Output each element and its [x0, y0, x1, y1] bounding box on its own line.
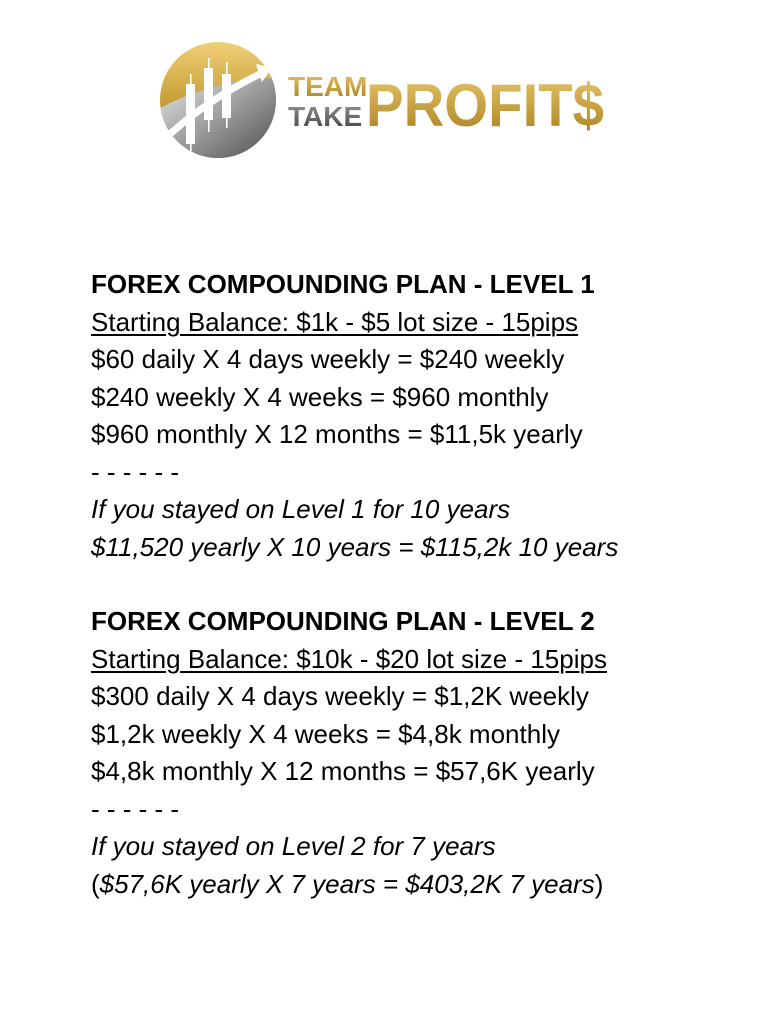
level-2-separator: - - - - - - — [91, 793, 180, 824]
level-2-result: $57,6K yearly X 7 years = $403,2K 7 years — [99, 868, 595, 899]
level-2-if-stayed: If you stayed on Level 2 for 7 years — [91, 831, 496, 861]
level-1-monthly-line: $960 monthly X 12 months = $11,5k yearly — [91, 419, 583, 449]
level-1-starting-balance: Starting Balance: $1k - $5 lot size - 15pips — [91, 306, 579, 337]
team-take-profits-logo — [160, 38, 610, 162]
compounding-plan-document — [91, 266, 751, 903]
level-2-starting-balance: Starting Balance: $10k - $20 lot size - 15pips — [91, 643, 607, 674]
logo-graphic — [160, 38, 610, 162]
level-1-separator: - - - - - - — [91, 456, 180, 487]
level-1-weekly-line: $240 weekly X 4 weeks = $960 monthly — [91, 381, 549, 412]
logo-word-profits: PROFIT$ — [366, 72, 604, 139]
logo-word-take: TAKE — [288, 101, 363, 132]
level-2-daily-line: $300 daily X 4 days weekly = $1,2K weekly — [91, 681, 589, 711]
level-2-monthly-line: $4,8k monthly X 12 months = $57,6K yearly — [91, 756, 595, 786]
level-1-result: $11,520 yearly X 10 years = $115,2k 10 years — [91, 531, 619, 562]
level-2-result-close-paren: ) — [594, 868, 604, 899]
level-2-result-line — [91, 866, 751, 904]
level-2-heading: FOREX COMPOUNDING PLAN - LEVEL 2 — [91, 606, 595, 636]
section-spacer — [91, 566, 751, 603]
level-1-heading: FOREX COMPOUNDING PLAN - LEVEL 1 — [91, 269, 595, 299]
logo-word-team: TEAM — [288, 71, 368, 102]
level-2-result-open-paren: ( — [91, 868, 100, 899]
level-1-if-stayed: If you stayed on Level 1 for 10 years — [91, 494, 511, 524]
level-2-section — [91, 603, 751, 903]
level-1-daily-line: $60 daily X 4 days weekly = $240 weekly — [91, 344, 565, 374]
level-1-section — [91, 266, 751, 566]
level-2-weekly-line: $1,2k weekly X 4 weeks = $4,8k monthly — [91, 718, 560, 749]
coin-emblem-icon — [160, 38, 276, 162]
